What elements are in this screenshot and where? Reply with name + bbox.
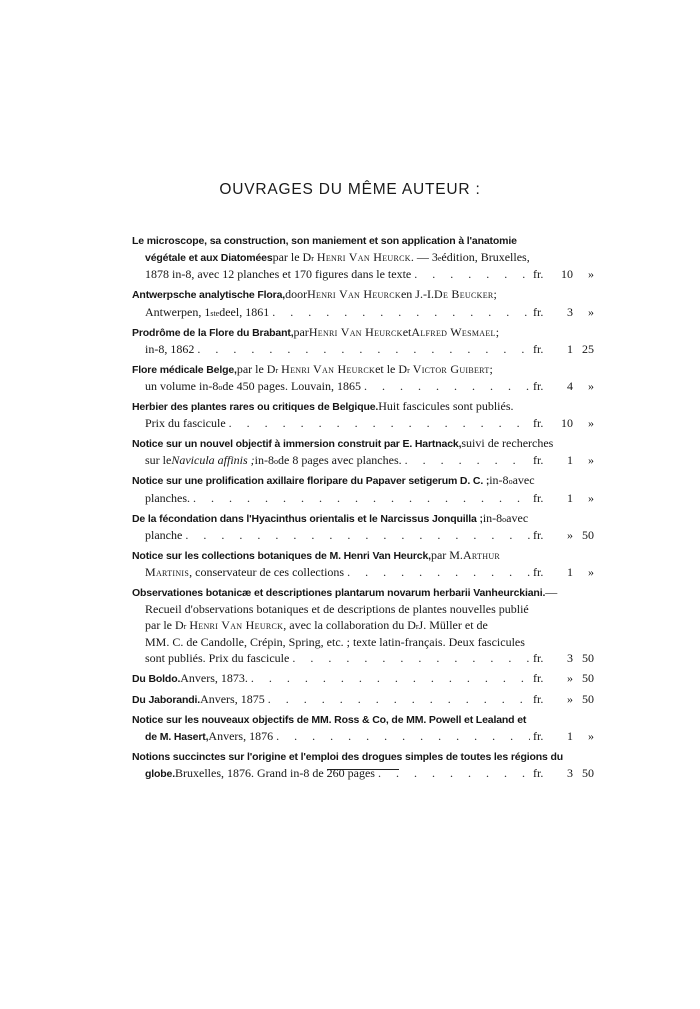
price-francs: » (567, 670, 573, 685)
price-cents: 50 (582, 527, 594, 542)
entry-line: un volume in-8 o de 450 pages. Louvain, 1865 . . . fr. 4 » (132, 378, 594, 394)
price-francs: 10 (561, 267, 573, 282)
bibliography-entry (132, 712, 594, 745)
species-name: Navicula affinis ; (171, 453, 255, 468)
entry-text: J. Müller et de (418, 618, 488, 633)
entry-text: deel, 1861 (219, 304, 270, 319)
entry-text: Anvers, 1873. (180, 670, 248, 685)
entry-text: Bruxelles, 1876. Grand in-8 de 260 pages (175, 766, 375, 781)
entry-text: de 8 pages avec planches. (278, 453, 402, 468)
entry-line (132, 650, 594, 666)
entry-price (533, 415, 594, 431)
entry-title: Le microscope, sa construction, son maniement et son application à l'anatomie (132, 235, 517, 247)
entry-text: avec (506, 510, 529, 525)
bibliography-list (132, 233, 594, 786)
entry-title: De la fécondation dans l'Hyacinthus orientalis et le Narcissus Jonquilla ; (132, 512, 483, 525)
entry-title: , de MM. Powell et Lealand et (385, 713, 527, 726)
author-name: Henri Van Heurck (316, 250, 411, 265)
entry-title: Notice sur les nouveaux objectifs de MM. Ross & C (132, 713, 380, 726)
author-name: Henri Van Heurck (281, 361, 376, 376)
entry-text: in-8 (482, 510, 503, 525)
entry-text: 1878 in-8, avec 12 planches et 170 figures dans le texte (145, 267, 412, 282)
price-currency: fr. (533, 691, 544, 706)
entry-text: sont publiés. Prix du fascicule (145, 650, 290, 665)
price-francs: 10 (561, 416, 573, 431)
entry-text: ; (489, 361, 493, 376)
entry-text: Anvers, 1876 (208, 729, 274, 744)
entry-line: végétale et aux Diatomées par le D r Henri Van Heurck . — 3 e édition, Bruxelles, (132, 249, 594, 266)
entry-title: Du Jaborandi. (132, 693, 201, 706)
entry-text: édition, Bruxelles, (441, 250, 530, 265)
price-francs: 1 (567, 565, 573, 580)
entry-title: Notions succinctes sur l'origine et l'emploi des drogues simples de toutes les régions du (132, 751, 563, 764)
author-name: Henri Van Heurck (189, 618, 284, 633)
dot-leader (197, 341, 530, 357)
entry-price (533, 341, 594, 357)
price-francs: 3 (567, 304, 573, 319)
dot-leader (268, 691, 530, 707)
entry-text: Huit fascicules sont publiés. (378, 399, 514, 414)
entry-title: végétale et aux Diatomées (145, 252, 273, 265)
entry-price (533, 564, 594, 580)
dot-leader (364, 378, 530, 394)
entry-text: MM. C. de Candolle, Crépin, Spring, etc. ; texte latin-français. Deux fascicules (145, 634, 525, 649)
entry-line: Antwerpen, 1 ste deel, 1861 . . . fr. 3 » (132, 304, 594, 320)
entry-text: planche (145, 527, 183, 542)
author-name: Arthur (462, 547, 501, 562)
entry-line (132, 765, 594, 782)
bibliography-entry (132, 286, 594, 319)
price-francs: 1 (567, 490, 573, 505)
price-currency: fr. (533, 379, 544, 394)
bibliography-entry (132, 398, 594, 431)
entry-price (533, 304, 594, 320)
entry-text: , conservateur de ces collections (189, 565, 345, 580)
entry-line (132, 584, 594, 601)
entry-title: Flore médicale Belge, (132, 363, 237, 376)
entry-line (132, 670, 594, 687)
entry-line (132, 601, 594, 617)
entry-text: ; (495, 324, 500, 339)
bibliography-entry (132, 691, 594, 708)
author-name: Henri Van Heurck (307, 287, 401, 302)
entry-line: Notice sur les nouveaux objectifs de MM. Ross & C o , de MM. Powell et Lealand et (132, 712, 594, 728)
bibliography-entry (132, 584, 594, 666)
price-cents: » (588, 267, 594, 282)
price-currency: fr. (533, 341, 544, 356)
entry-title: globe. (145, 768, 176, 781)
price-cents: » (588, 729, 594, 744)
entry-line (132, 435, 594, 452)
entry-line (132, 547, 594, 564)
entry-line (132, 564, 594, 580)
entry-text: — (545, 585, 558, 600)
dot-leader (292, 650, 530, 666)
entry-title: Notice sur une prolification axillaire floripare du Papaver setigerum D. C. ; (132, 475, 490, 488)
author-name: Alfred Wesmael (411, 324, 496, 339)
entry-text: Recueil d'observations botaniques et de descriptions de plantes nouvelles publié (145, 602, 529, 617)
price-francs: 3 (567, 766, 573, 781)
entry-text: par (293, 324, 309, 339)
dot-leader (414, 266, 530, 282)
entry-line: par le D r Henri Van Heurck , avec la collaboration du D r J. Müller et de (145, 618, 488, 633)
entry-text: et le D (375, 361, 408, 376)
price-currency: fr. (533, 453, 544, 468)
dot-leader (347, 564, 530, 580)
bibliography-entry (132, 472, 594, 505)
entry-line (132, 286, 594, 303)
entry-text: , avec la collaboration du D (283, 618, 416, 633)
entry-text: in-8, 1862 (145, 341, 195, 356)
price-currency: fr. (533, 650, 544, 665)
price-currency: fr. (533, 729, 544, 744)
entry-line: Flore médicale Belge, par le D r Henri Van Heurck et le D r Victor Guibert ; (132, 361, 594, 378)
entry-title: Prodrôme de la Flore du Brabant, (132, 326, 294, 339)
price-cents: » (588, 416, 594, 431)
entry-text: et (402, 324, 412, 339)
closing-rule (327, 769, 399, 770)
entry-line (132, 527, 594, 543)
author-name: Henri Van Heurck (308, 324, 403, 339)
price-francs: » (567, 527, 573, 542)
entry-price (533, 266, 594, 282)
price-cents: » (588, 453, 594, 468)
entry-text: de 450 pages. Louvain, 1865 (222, 379, 361, 394)
price-francs: 1 (567, 341, 573, 356)
entry-line (132, 490, 594, 506)
entry-line (132, 324, 594, 341)
entry-price (533, 728, 594, 744)
entry-text: un volume in-8 (145, 379, 219, 394)
price-cents: 50 (582, 650, 594, 665)
price-cents: 50 (582, 766, 594, 781)
entry-text: in-8 (489, 473, 509, 488)
entry-line (132, 233, 594, 249)
entry-title: Notice sur un nouvel objectif à immersion construit par E. Hartnack, (132, 438, 462, 451)
entry-text: en J.-I. (400, 287, 434, 302)
bibliography-entry (132, 510, 594, 543)
entry-price (533, 765, 594, 781)
entry-line (132, 341, 594, 357)
price-cents: » (588, 490, 594, 505)
entry-title: Observationes botanicæ et descriptiones plantarum novarum herbarii Vanheurckiani. (132, 587, 546, 600)
page-heading: OUVRAGES DU MÊME AUTEUR : (219, 181, 481, 198)
dot-leader (229, 415, 530, 431)
price-cents: 50 (582, 691, 594, 706)
entry-text: planches. (145, 490, 190, 505)
dot-leader (276, 728, 530, 744)
entry-line (132, 415, 594, 431)
dot-leader (378, 765, 530, 781)
author-name: Martinis (145, 565, 190, 580)
entry-text: par M. (430, 547, 463, 562)
entry-line: sur le Navicula affinis ; in-8 o de 8 pages avec planches. . . . fr. 1 » (132, 452, 594, 468)
price-francs: 1 (567, 729, 573, 744)
entry-line: Notice sur une prolification axillaire floripare du Papaver setigerum D. C. ; in-8 o avec (132, 472, 594, 489)
entry-line (132, 266, 594, 282)
entry-text: sur le (145, 453, 172, 468)
price-currency: fr. (533, 267, 544, 282)
price-cents: » (588, 565, 594, 580)
bibliography-entry (132, 324, 594, 357)
entry-title: Herbier des plantes rares ou critiques de Belgique. (132, 401, 379, 414)
entry-title: de M. Hasert, (145, 731, 209, 744)
entry-price (533, 691, 594, 707)
entry-text: in-8 (254, 453, 274, 468)
price-currency: fr. (533, 304, 544, 319)
bibliography-entry (132, 233, 594, 283)
entry-text: avec (512, 473, 535, 488)
entry-text: Prix du fascicule (145, 416, 226, 431)
price-currency: fr. (533, 670, 544, 685)
entry-price (533, 490, 594, 506)
entry-price (533, 527, 594, 543)
entry-price (533, 452, 594, 468)
bibliography-entry (132, 749, 594, 782)
price-francs: 1 (567, 453, 573, 468)
dot-leader (272, 304, 530, 320)
price-currency: fr. (533, 766, 544, 781)
entry-text: par le D (272, 250, 312, 265)
entry-price (533, 378, 594, 394)
price-francs: » (567, 691, 573, 706)
entry-text: par le D (236, 361, 276, 376)
price-francs: 4 (567, 379, 573, 394)
entry-text: ; (493, 287, 497, 302)
dot-leader (193, 490, 530, 506)
entry-title: Antwerpsche analytische Flora, (132, 289, 286, 302)
entry-title: Du Boldo. (132, 672, 181, 685)
price-cents: 50 (582, 670, 594, 685)
price-currency: fr. (533, 490, 544, 505)
dot-leader (185, 527, 530, 543)
entry-price (533, 650, 594, 666)
entry-text: Antwerpen, 1 (145, 304, 211, 319)
price-cents: » (588, 379, 594, 394)
entry-line (132, 398, 594, 415)
bibliography-entry (132, 435, 594, 468)
entry-text: suivi de recherches (461, 436, 554, 451)
price-currency: fr. (533, 416, 544, 431)
price-currency: fr. (533, 527, 544, 542)
price-cents: 25 (582, 341, 594, 356)
dot-leader (251, 670, 530, 686)
entry-text: Anvers, 1875 (200, 691, 265, 706)
entry-text: par le D (145, 618, 184, 633)
bibliography-entry (132, 361, 594, 394)
bibliography-entry (132, 670, 594, 687)
price-francs: 3 (567, 650, 573, 665)
author-name: Victor Guibert (412, 361, 490, 376)
bibliography-entry (132, 547, 594, 580)
entry-title: Notice sur les collections botaniques de M. Henri Van Heurck, (132, 549, 431, 562)
price-currency: fr. (533, 565, 544, 580)
entry-text: . — 3 (410, 250, 438, 265)
entry-line (132, 634, 594, 650)
entry-price (533, 670, 594, 686)
entry-line (132, 691, 594, 708)
author-name: De Beucker (433, 287, 494, 302)
entry-line (132, 728, 594, 745)
price-cents: » (588, 304, 594, 319)
entry-line (132, 749, 594, 765)
dot-leader (405, 452, 530, 468)
entry-text: door (285, 287, 308, 302)
entry-line: De la fécondation dans l'Hyacinthus orientalis et le Narcissus Jonquilla ; in-8 o avec (132, 510, 594, 527)
